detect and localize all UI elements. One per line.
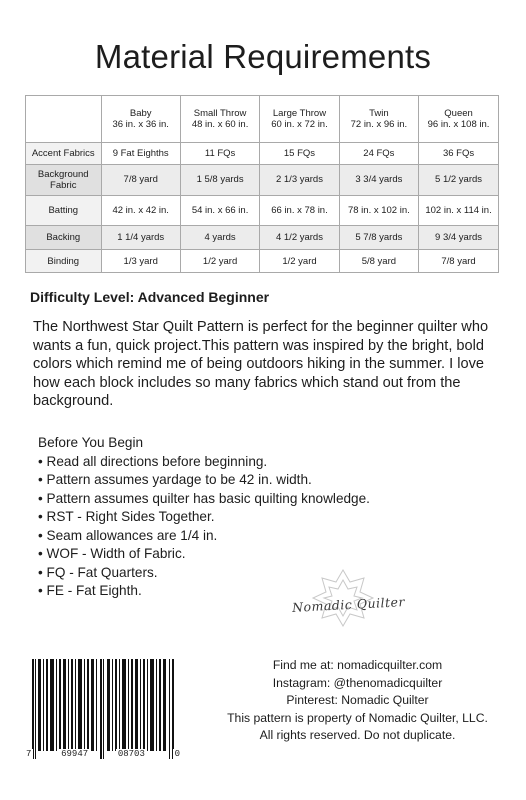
- barcode-digits: 7 69947 08703 0: [26, 749, 180, 759]
- table-cell: 2 1/3 yards: [260, 165, 339, 195]
- table-cell: 66 in. x 78 in.: [260, 195, 339, 225]
- table-cell: 3 3/4 yards: [339, 165, 418, 195]
- table-cell: 1/2 yard: [180, 250, 259, 272]
- property-line: This pattern is property of Nomadic Quilter, LLC.: [227, 710, 488, 725]
- table-cell: 7/8 yard: [101, 165, 180, 195]
- list-item: • Read all directions before beginning.: [38, 453, 458, 472]
- table-cell: 78 in. x 102 in.: [339, 195, 418, 225]
- row-label: Binding: [26, 250, 101, 272]
- material-requirements-table: [25, 95, 499, 273]
- table-corner-cell: [26, 96, 101, 143]
- list-item: • FQ - Fat Quarters.: [38, 564, 458, 583]
- table-cell: 15 FQs: [260, 143, 339, 165]
- table-cell: 5/8 yard: [339, 250, 418, 272]
- table-cell: 54 in. x 66 in.: [180, 195, 259, 225]
- pinterest-line: Pinterest: Nomadic Quilter: [286, 693, 429, 708]
- table-cell: 24 FQs: [339, 143, 418, 165]
- list-item: • Seam allowances are 1/4 in.: [38, 527, 458, 546]
- instagram-line: Instagram: @thenomadicquilter: [272, 675, 443, 690]
- website-line: Find me at: nomadicquilter.com: [272, 658, 443, 672]
- list-item: • Pattern assumes quilter has basic quilting knowledge.: [38, 490, 458, 509]
- table-cell: 7/8 yard: [419, 250, 498, 272]
- page-title: Material Requirements: [94, 38, 432, 75]
- table-cell: 1/2 yard: [260, 250, 339, 272]
- list-item: • FE - Fat Eighth.: [38, 582, 458, 601]
- logo-wordmark: Nomadic Quilter: [291, 594, 406, 615]
- table-cell: 1 1/4 yards: [101, 225, 180, 249]
- table-cell: 11 FQs: [180, 143, 259, 165]
- table-cell: 1/3 yard: [101, 250, 180, 272]
- table-row: [26, 225, 498, 249]
- table-cell: 9 Fat Eighths: [101, 143, 180, 165]
- row-label: Accent Fabrics: [26, 143, 101, 165]
- table-cell: 102 in. x 114 in.: [419, 195, 498, 225]
- table-header-row: [26, 96, 498, 143]
- table-cell: 4 yards: [180, 225, 259, 249]
- table-row: [26, 195, 498, 225]
- row-label: Background Fabric: [26, 165, 101, 195]
- header-baby: Baby 36 in. x 36 in.: [101, 96, 180, 143]
- table-row: [26, 143, 498, 165]
- table-row: [26, 250, 498, 272]
- rights-line: All rights reserved. Do not duplicate.: [259, 728, 456, 743]
- table-cell: 9 3/4 yards: [419, 225, 498, 249]
- contact-info: [195, 657, 520, 745]
- table-cell: 5 7/8 yards: [339, 225, 418, 249]
- difficulty-level: Difficulty Level: Advanced Beginner: [30, 289, 270, 305]
- intro-paragraph: The Northwest Star Quilt Pattern is perfect for the beginner quilter who wants a fun, quick project.This pattern was inspired by the bright, bold colors which remind me of being outdoors hiking in the summer. I love how each block includes so many fabrics which stand out from the background.: [33, 319, 489, 409]
- header-small-throw: Small Throw 48 in. x 60 in.: [180, 96, 259, 143]
- table-row: [26, 165, 498, 195]
- barcode-icon: [24, 659, 182, 763]
- header-twin: Twin 72 in. x 96 in.: [339, 96, 418, 143]
- table-cell: 36 FQs: [419, 143, 498, 165]
- table-cell: 42 in. x 42 in.: [101, 195, 180, 225]
- before-heading: Before You Begin: [38, 435, 144, 450]
- table-cell: 1 5/8 yards: [180, 165, 259, 195]
- list-item: • WOF - Width of Fabric.: [38, 545, 458, 564]
- header-large-throw: Large Throw 60 in. x 72 in.: [260, 96, 339, 143]
- row-label: Backing: [26, 225, 101, 249]
- table-cell: 4 1/2 yards: [260, 225, 339, 249]
- list-item: • Pattern assumes yardage to be 42 in. width.: [38, 471, 458, 490]
- row-label: Batting: [26, 195, 101, 225]
- table-cell: 5 1/2 yards: [419, 165, 498, 195]
- header-queen: Queen 96 in. x 108 in.: [419, 96, 498, 143]
- list-item: • RST - Right Sides Together.: [38, 508, 458, 527]
